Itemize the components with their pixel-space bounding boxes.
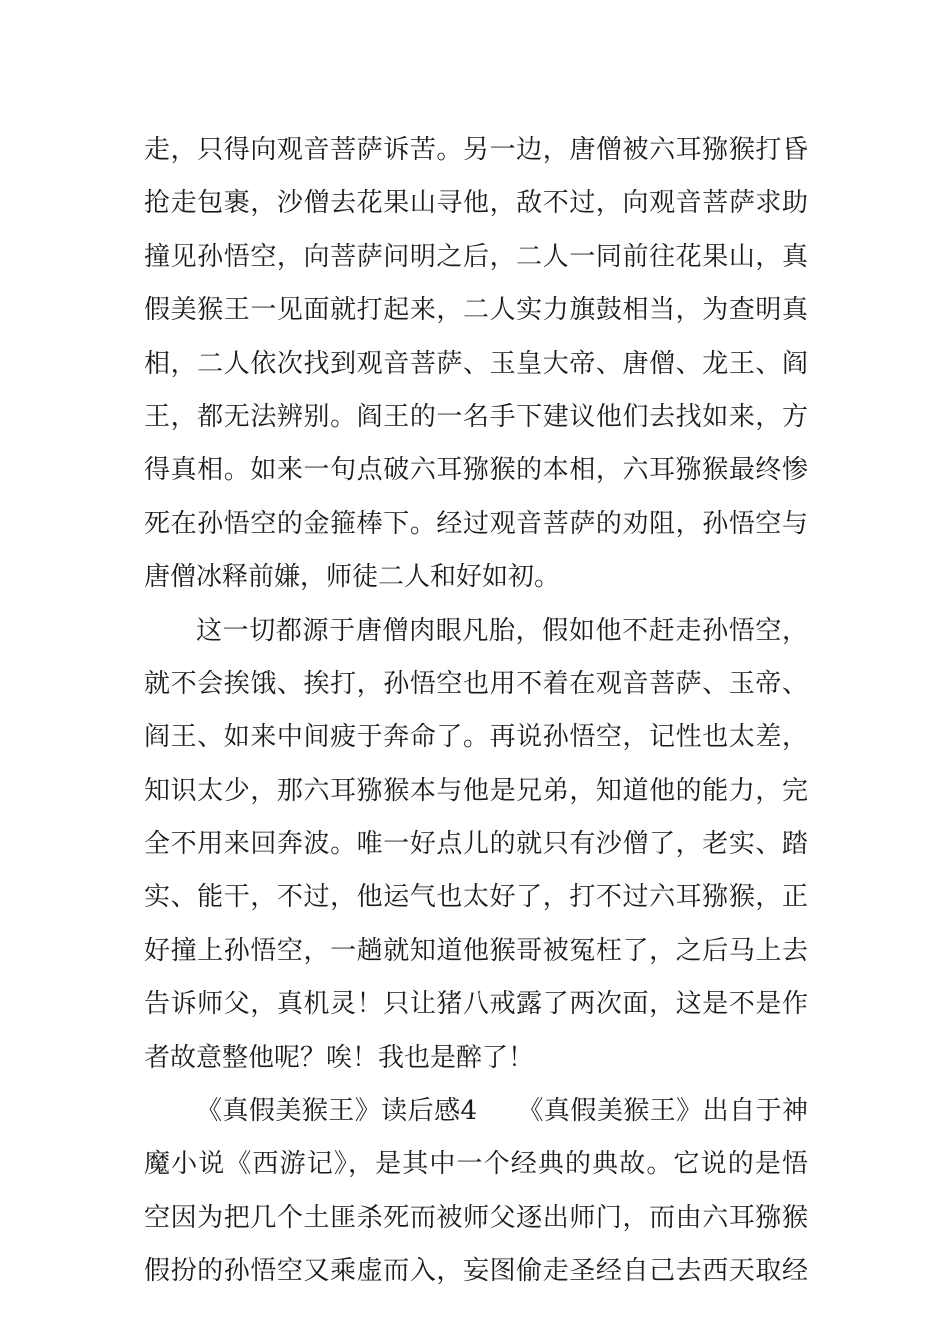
text-line: 实、能干，不过，他运气也太好了，打不过六耳猕猴，正: [144, 882, 808, 913]
text-line: 告诉师父，真机灵！只让猪八戒露了两次面，这是不是作: [144, 989, 808, 1020]
body-text: [144, 124, 808, 1299]
text-line: 空因为把几个土匪杀死而被师父逐出师门，而由六耳猕猴: [144, 1202, 808, 1233]
text-line: 得真相。如来一句点破六耳猕猴的本相，六耳猕猴最终惨: [144, 455, 808, 486]
text-line: 抢走包裹，沙僧去花果山寻他，敌不过，向观音菩萨求助: [144, 188, 808, 219]
text-line: 王，都无法辨别。阎王的一名手下建议他们去找如来，方: [144, 401, 808, 432]
text-line: 唐僧冰释前嫌，师徒二人和好如初。: [144, 562, 561, 593]
text-line: 全不用来回奔波。唯一好点儿的就只有沙僧了，老实、踏: [144, 829, 808, 860]
text-line: 者故意整他呢？唉！我也是醉了！: [144, 1042, 535, 1073]
text-line: 就不会挨饿、挨打，孙悟空也用不着在观音菩萨、玉帝、: [144, 668, 808, 699]
text-line: 这一切都源于唐僧肉眼凡胎，假如他不赶走孙悟空，: [196, 615, 808, 646]
text-line: 魔小说《西游记》，是其中一个经典的典故。它说的是悟: [144, 1149, 808, 1180]
text-line: 阎王、如来中间疲于奔命了。再说孙悟空，记性也太差，: [144, 722, 808, 753]
text-line: 《真假美猴王》读后感4 《真假美猴王》出自于神: [196, 1096, 808, 1127]
text-line: 好撞上孙悟空，一趟就知道他猴哥被冤枉了，之后马上去: [144, 935, 808, 966]
text-line: 假扮的孙悟空又乘虚而入，妄图偷走圣经自己去西天取经: [144, 1256, 808, 1287]
text-line: 知识太少，那六耳猕猴本与他是兄弟，知道他的能力，完: [144, 775, 808, 806]
text-line: 相，二人依次找到观音菩萨、玉皇大帝、唐僧、龙王、阎: [144, 348, 808, 379]
text-line: 走，只得向观音菩萨诉苦。另一边，唐僧被六耳猕猴打昏: [144, 135, 808, 165]
text-line: 假美猴王一见面就打起来，二人实力旗鼓相当，为查明真: [144, 295, 808, 326]
text-line: 死在孙悟空的金箍棒下。经过观音菩萨的劝阻，孙悟空与: [144, 508, 808, 539]
text-line: 撞见孙悟空，向菩萨问明之后，二人一同前往花果山，真: [144, 241, 808, 272]
